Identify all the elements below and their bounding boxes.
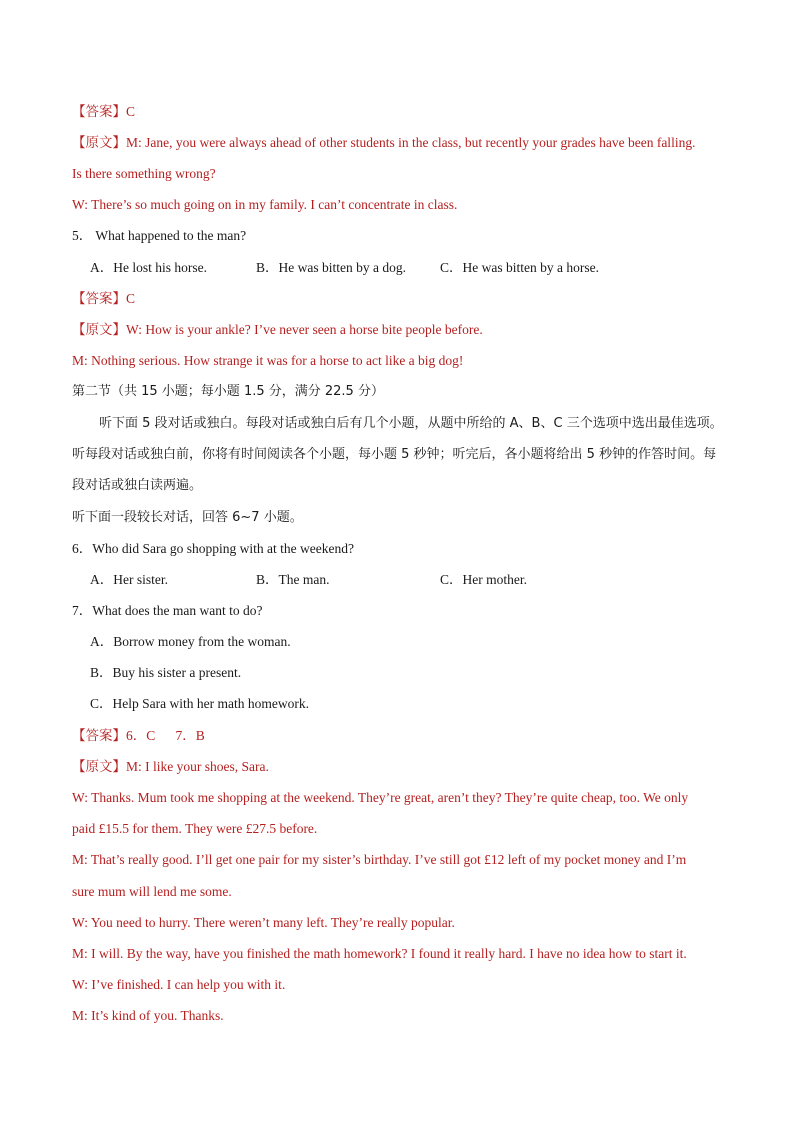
question-5-stem: 5． What happened to the man?: [72, 228, 247, 243]
transcript-line: M: That’s really good. I’ll get one pair for my sister’s birthday. I’ve still got £12 left of my pocket money and I’m: [72, 852, 687, 867]
transcript-line: W: You need to hurry. There weren’t many left. They’re really popular.: [72, 915, 455, 930]
transcript-line: paid £15.5 for them. They were £27.5 before.: [72, 821, 318, 836]
transcript-line: W: Thanks. Mum took me shopping at the weekend. They’re great, aren’t they? They’re quite cheap, too. We only: [72, 790, 689, 805]
question-5-option-a: A．He lost his horse.: [90, 260, 207, 275]
answer-line-4: [72, 103, 135, 121]
answer-line-5: [72, 290, 135, 308]
transcript-line: W: There’s so much going on in my family. I can’t concentrate in class.: [72, 197, 458, 212]
transcript-line: [72, 758, 269, 776]
answer-tag: 【答案】: [72, 728, 126, 743]
transcript-line: [72, 321, 483, 339]
answer-value: C: [126, 291, 136, 306]
section-instructions: 听下面 5 段对话或独白。每段对话或独白后有几个小题，从题中所给的 A、B、C 三个选项中选出最佳选项。听每段对话或独白前，你将有时间阅读各个小题，每小题 5 秒钟；听完后，各小题将给出 5 秒钟的作答时间。每段对话或独白读两遍。: [72, 416, 723, 493]
transcript-tag: 【原文】: [72, 322, 126, 337]
answer-line-6-7: [72, 727, 205, 745]
question-6-option-c: C．Her mother.: [440, 572, 527, 587]
transcript-line: sure mum will lend me some.: [72, 884, 232, 899]
transcript-line: M: Nothing serious. How strange it was for a horse to act like a big dog!: [72, 353, 464, 368]
transcript-line: [72, 134, 695, 152]
answer-value: 6．C 7．B: [126, 728, 205, 743]
question-5-option-b: B．He was bitten by a dog.: [256, 260, 406, 275]
answer-tag: 【答案】: [72, 291, 126, 306]
answer-tag: 【答案】: [72, 104, 126, 119]
transcript-text: M: I like your shoes, Sara.: [126, 759, 269, 774]
question-7-option-b: B．Buy his sister a present.: [90, 665, 242, 680]
question-7-stem: 7．What does the man want to do?: [72, 603, 263, 618]
section-heading: 第二节（共 15 小题；每小题 1.5 分，满分 22.5 分）: [72, 384, 384, 399]
transcript-tag: 【原文】: [72, 135, 126, 150]
question-7-option-c: C．Help Sara with her math homework.: [90, 696, 309, 711]
transcript-line: Is there something wrong?: [72, 166, 216, 181]
transcript-tag: 【原文】: [72, 759, 126, 774]
answer-value: C: [126, 104, 136, 119]
transcript-text: W: How is your ankle? I’ve never seen a horse bite people before.: [126, 322, 483, 337]
question-7-option-a: A．Borrow money from the woman.: [90, 634, 291, 649]
question-6-stem: 6．Who did Sara go shopping with at the weekend?: [72, 541, 354, 556]
section-intro: 听下面一段较长对话，回答 6~7 小题。: [72, 510, 303, 525]
transcript-text: M: Jane, you were always ahead of other students in the class, but recently your grades have been falling.: [126, 135, 696, 150]
question-6-option-b: B．The man.: [256, 572, 330, 587]
transcript-line: M: I will. By the way, have you finished the math homework? I found it really hard. I have no idea how to start it.: [72, 946, 687, 961]
transcript-line: W: I’ve finished. I can help you with it.: [72, 977, 286, 992]
question-6-option-a: A．Her sister.: [90, 572, 168, 587]
transcript-line: M: It’s kind of you. Thanks.: [72, 1008, 224, 1023]
question-5-option-c: C．He was bitten by a horse.: [440, 260, 599, 275]
